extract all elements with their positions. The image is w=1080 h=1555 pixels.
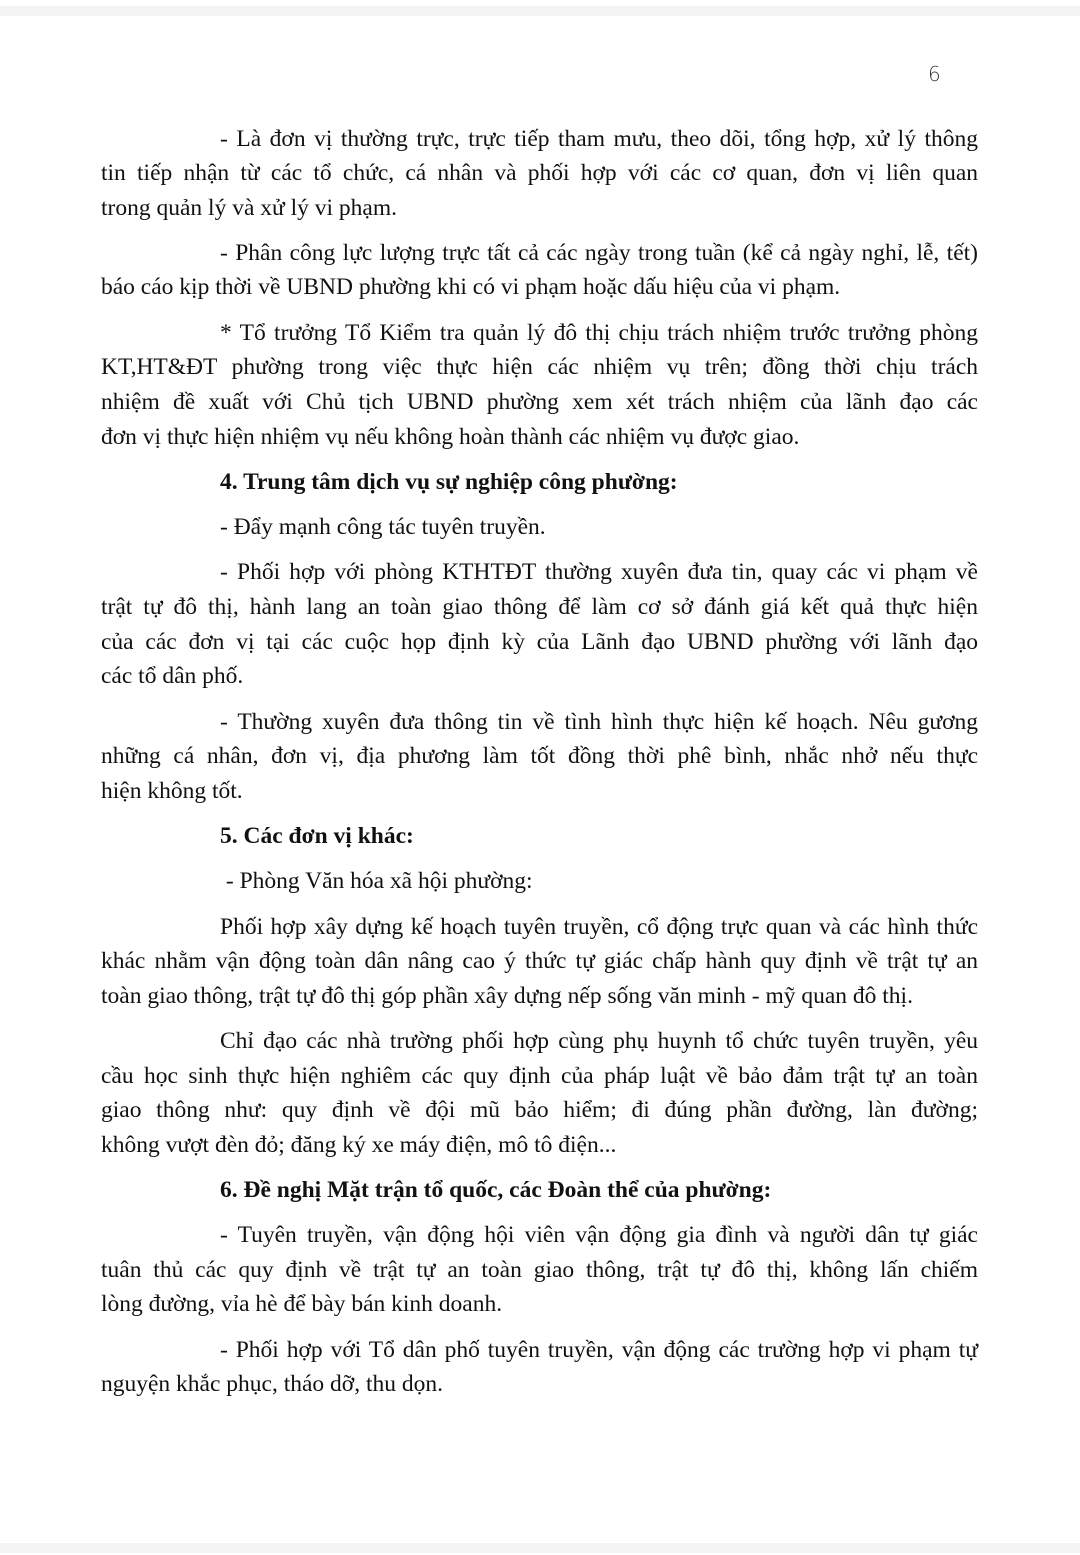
paragraph-line: Phối hợp xây dựng kế hoạch tuyên truyền, cổ động trực quan và các hình thức — [220, 914, 978, 940]
paragraph-line: - Đẩy mạnh công tác tuyên truyền. — [220, 514, 546, 540]
paragraph-line: toàn giao thông, trật tự đô thị góp phần xây dựng nếp sống văn minh - mỹ quan đô thị. — [101, 983, 913, 1009]
paragraph-line: tin tiếp nhận từ các tổ chức, cá nhân và phối hợp với các cơ quan, đơn vị liên quan — [101, 160, 978, 186]
paragraph-line: - Là đơn vị thường trực, trực tiếp tham mưu, theo dõi, tổng hợp, xử lý thông — [220, 126, 978, 152]
paragraph-line: nguyện khắc phục, tháo dỡ, thu dọn. — [101, 1371, 444, 1397]
paragraph-line: - Phân công lực lượng trực tất cả các ngày trong tuần (kể cả ngày nghỉ, lễ, tết) — [220, 240, 978, 266]
page-number: 6 — [928, 62, 941, 86]
paragraph-line: báo cáo kịp thời về UBND phường khi có vi phạm hoặc dấu hiệu của vi phạm. — [101, 274, 841, 300]
paragraph-line: Chỉ đạo các nhà trường phối hợp cùng phụ huynh tổ chức tuyên truyền, yêu — [220, 1028, 978, 1054]
paragraph-line: - Phối hợp với phòng KTHTĐT thường xuyên đưa tin, quay các vi phạm về — [220, 559, 978, 585]
paragraph-line: trong quản lý và xử lý vi phạm. — [101, 195, 397, 221]
paragraph-line: hiện không tốt. — [101, 778, 243, 804]
paragraph-line: * Tổ trưởng Tổ Kiểm tra quản lý đô thị chịu trách nhiệm trước trưởng phòng — [220, 320, 978, 346]
paragraph-line: nhiệm đề xuất với Chủ tịch UBND phường xem xét trách nhiệm của lãnh đạo các — [101, 389, 978, 415]
paragraph-line: tuân thủ các quy định về trật tự an toàn giao thông, trật tự đô thị, không lấn chiếm — [101, 1257, 978, 1283]
paragraph-line: các tổ dân phố. — [101, 663, 244, 689]
paragraph-line: - Tuyên truyền, vận động hội viên vận động gia đình và người dân tự giác — [220, 1222, 978, 1248]
paragraph-line: lòng đường, vỉa hè để bày bán kinh doanh. — [101, 1291, 503, 1317]
paragraph-line: - Phòng Văn hóa xã hội phường: — [220, 868, 533, 894]
paragraph-line: đơn vị thực hiện nhiệm vụ nếu không hoàn thành các nhiệm vụ được giao. — [101, 424, 800, 450]
paragraph-line: khác nhằm vận động toàn dân nâng cao ý thức tự giác chấp hành quy định về trật tự an — [101, 948, 978, 974]
viewer-bottom-band — [0, 1543, 1080, 1553]
paragraph-line: những cá nhân, đơn vị, địa phương làm tốt đồng thời phê bình, nhắc nhở nếu thực — [101, 743, 978, 769]
paragraph-line: giao thông như: quy định về đội mũ bảo hiểm; đi đúng phần đường, làn đường; — [101, 1097, 978, 1123]
paragraph-line: - Phối hợp với Tổ dân phố tuyên truyền, vận động các trường hợp vi phạm tự — [220, 1337, 978, 1363]
paragraph-line: của các đơn vị tại các cuộc họp định kỳ của Lãnh đạo UBND phường với lãnh đạo — [101, 629, 978, 655]
section-heading-6: 6. Đề nghị Mặt trận tổ quốc, các Đoàn thể của phường: — [220, 1177, 772, 1203]
section-heading-4: 4. Trung tâm dịch vụ sự nghiệp công phường: — [220, 469, 678, 495]
section-heading-5: 5. Các đơn vị khác: — [220, 823, 414, 849]
paragraph-line: không vượt đèn đỏ; đăng ký xe máy điện, mô tô điện... — [101, 1132, 617, 1158]
paragraph-line: cầu học sinh thực hiện nghiêm các quy định của pháp luật về bảo đảm trật tự an toàn — [101, 1063, 978, 1089]
viewer-top-band — [0, 6, 1080, 16]
paragraph-line: KT,HT&ĐT phường trong việc thực hiện các nhiệm vụ trên; đồng thời chịu trách — [101, 354, 978, 380]
paragraph-line: - Thường xuyên đưa thông tin về tình hình thực hiện kế hoạch. Nêu gương — [220, 709, 978, 735]
paragraph-line: trật tự đô thị, hành lang an toàn giao thông để làm cơ sở đánh giá kết quả thực hiện — [101, 594, 978, 620]
